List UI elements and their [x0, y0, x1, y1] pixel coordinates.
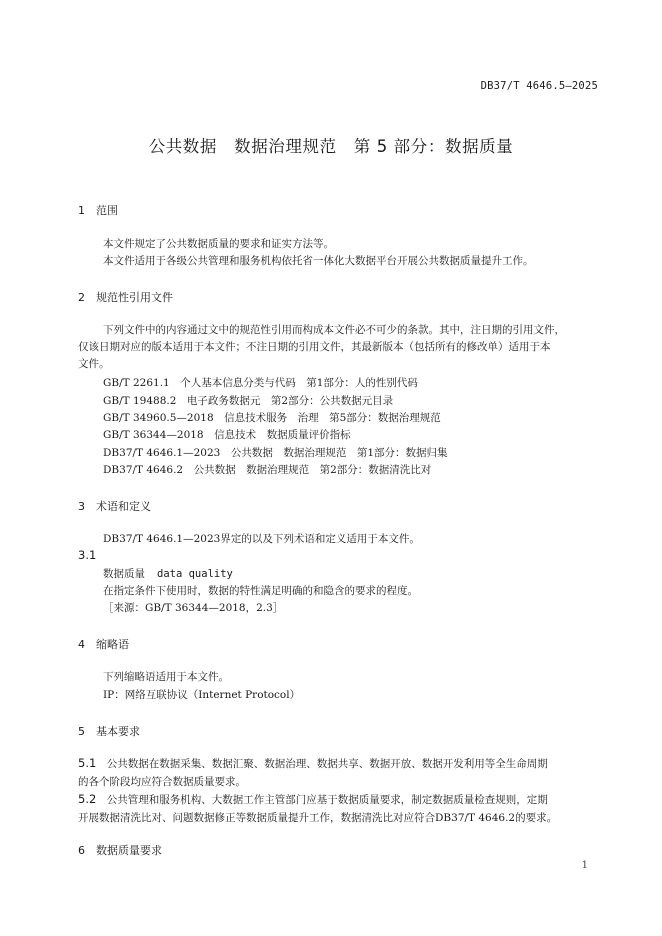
section-6-heading — [78, 842, 162, 858]
clause-text: 公共数据在数据采集、数据汇聚、数据治理、数据共享、数据开放、数据开发利用等全生命周期 — [96, 758, 548, 770]
standard-code: DB37/T 4646.5—2025 — [480, 80, 598, 92]
section-3-heading — [78, 498, 151, 514]
section-number: 4 — [78, 638, 85, 651]
normative-reference: GB/T 2261.1 个人基本信息分类与代码 第1部分：人的性别代码 — [103, 377, 418, 389]
page-number: 1 — [581, 860, 588, 871]
section-title: 术语和定义 — [96, 500, 151, 513]
clause-5-1-line: 的各个阶段均应符合数据质量要求。 — [78, 776, 246, 788]
term-english: data quality — [157, 568, 233, 580]
paragraph: 下列缩略语适用于本文件。 — [103, 671, 229, 683]
paragraph: DB37/T 4646.1—2023界定的以及下列术语和定义适用于本文件。 — [103, 533, 420, 545]
section-title: 数据质量要求 — [96, 844, 162, 857]
section-title: 规范性引用文件 — [96, 291, 173, 304]
section-number: 3 — [78, 500, 85, 513]
term-chinese: 数据质量 — [103, 568, 145, 580]
section-number: 6 — [78, 844, 85, 857]
normative-reference: GB/T 36344—2018 信息技术 数据质量评价指标 — [103, 429, 351, 441]
clause-5-2-line — [78, 792, 598, 807]
term-source: ［来源：GB/T 36344—2018，2.3］ — [103, 602, 284, 614]
term-entry — [103, 566, 233, 581]
document-title: 公共数据 数据治理规范 第 5 部分：数据质量 — [148, 137, 514, 156]
section-4-heading — [78, 636, 129, 652]
paragraph: 本文件规定了公共数据质量的要求和证实方法等。 — [103, 238, 334, 250]
clause-number: 5.1 — [78, 756, 97, 770]
clause-5-2-line: 开展数据清洗比对、问题数据修正等数据质量提升工作，数据清洗比对应符合DB37/T 4646.2的要求。 — [78, 812, 558, 824]
paragraph: 本文件适用于各级公共管理和服务机构依托省一体化大数据平台开展公共数据质量提升工作。 — [103, 255, 534, 267]
abbreviation-entry: IP：网络互联协议（Internet Protocol） — [103, 689, 301, 701]
normative-reference: GB/T 19488.2 电子政务数据元 第2部分：公共数据元目录 — [103, 395, 394, 407]
section-1-heading — [78, 202, 118, 218]
normative-reference: DB37/T 4646.1—2023 公共数据 数据治理规范 第1部分：数据归集 — [103, 447, 448, 459]
clause-number: 5.2 — [78, 792, 97, 806]
normative-reference: GB/T 34960.5—2018 信息技术服务 治理 第5部分：数据治理规范 — [103, 412, 441, 424]
paragraph-line: 仅该日期对应的版本适用于本文件；不注日期的引用文件，其最新版本（包括所有的修改单）适用于本 — [78, 341, 551, 353]
term-definition: 在指定条件下使用时，数据的特性满足明确的和隐含的要求的程度。 — [103, 585, 418, 597]
section-title: 缩略语 — [96, 638, 129, 651]
section-number: 5 — [78, 725, 85, 738]
section-number: 1 — [78, 204, 85, 217]
section-title: 范围 — [96, 204, 118, 217]
paragraph-line: 文件。 — [78, 358, 110, 370]
clause-text: 公共管理和服务机构、大数据工作主管部门应基于数据质量要求，制定数据质量检查规则，定期 — [96, 794, 548, 806]
clause-5-1-line — [78, 756, 598, 771]
section-5-heading — [78, 723, 140, 739]
term-number: 3.1 — [78, 548, 97, 562]
section-title: 基本要求 — [96, 725, 140, 738]
section-number: 2 — [78, 291, 85, 304]
paragraph-line: 下列文件中的内容通过文中的规范性引用而构成本文件必不可少的条款。其中，注日期的引用文件， — [103, 324, 565, 336]
normative-reference: DB37/T 4646.2 公共数据 数据治理规范 第2部分：数据清洗比对 — [103, 464, 432, 476]
section-2-heading — [78, 289, 173, 305]
